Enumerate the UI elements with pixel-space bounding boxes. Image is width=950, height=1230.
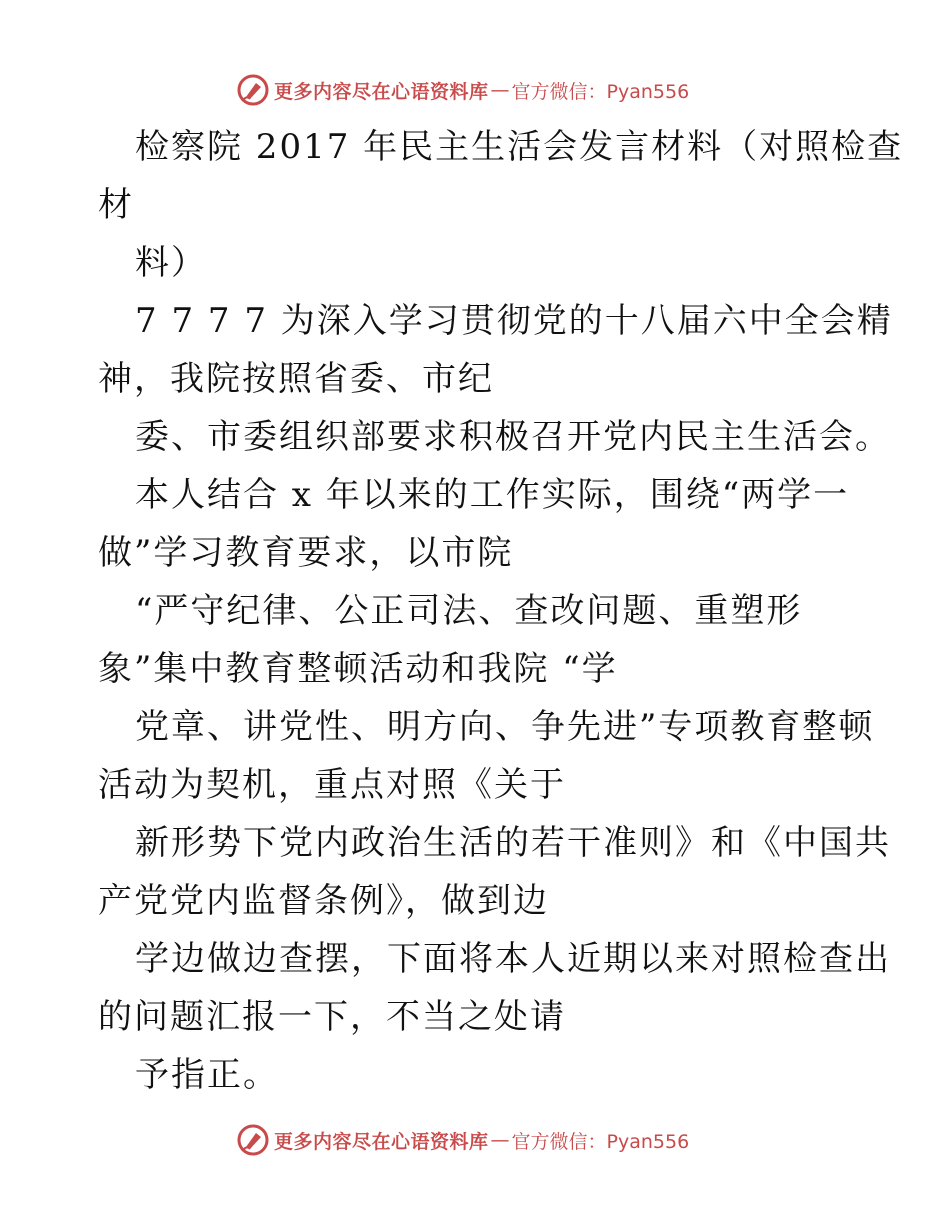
watermark-wechat-text: 官方微信：Pyan556 [511,80,690,103]
paragraph-line: 委、市委组织部要求积极召开党内民主生活会。 [135,417,891,457]
paragraph-line: 做”学习教育要求，以市院 [98,533,514,573]
paragraph-line: 新形势下党内政治生活的若干准则》和《中国共 [135,823,891,863]
document-body [98,118,904,1104]
watermark-wechat-text: 官方微信：Pyan556 [511,1130,690,1153]
paragraph-line: 7 7 7 7 为深入学习贯彻党的十八届六中全会精 [135,301,893,341]
paragraph-line: “严守纪律、公正司法、查改问题、重塑形 [135,591,803,631]
pen-nib-logo-icon [236,1123,270,1157]
watermark-main-text: 更多内容尽在心语资料库 [274,1130,489,1153]
footer-watermark [236,1122,689,1158]
header-watermark [236,72,689,108]
watermark-dash: — [490,1129,510,1151]
paragraph-line: 党章、讲党性、明方向、争先进”专项教育整顿 [135,707,875,747]
paragraph-line: 的问题汇报一下，不当之处请 [98,997,566,1037]
title-line-2: 材 [98,185,134,225]
paragraph-line: 神，我院按照省委、市纪 [98,359,494,399]
paragraph-line: 本人结合 x 年以来的工作实际，围绕“两学一 [135,475,850,515]
paragraph-line: 产党党内监督条例》，做到边 [98,881,549,921]
watermark-dash: — [490,79,510,101]
paragraph-line: 学边做边查摆，下面将本人近期以来对照检查出 [135,939,891,979]
watermark-main-text: 更多内容尽在心语资料库 [274,80,489,103]
pen-nib-logo-icon [236,73,270,107]
paragraph-line: 象”集中教育整顿活动和我院 “学 [98,649,618,689]
title-line-1: 检察院 2017 年民主生活会发言材料（对照检查 [135,127,904,167]
title-line-3: 料） [135,243,207,283]
paragraph-line: 予指正。 [135,1055,279,1095]
paragraph-line: 活动为契机，重点对照《关于 [98,765,566,805]
